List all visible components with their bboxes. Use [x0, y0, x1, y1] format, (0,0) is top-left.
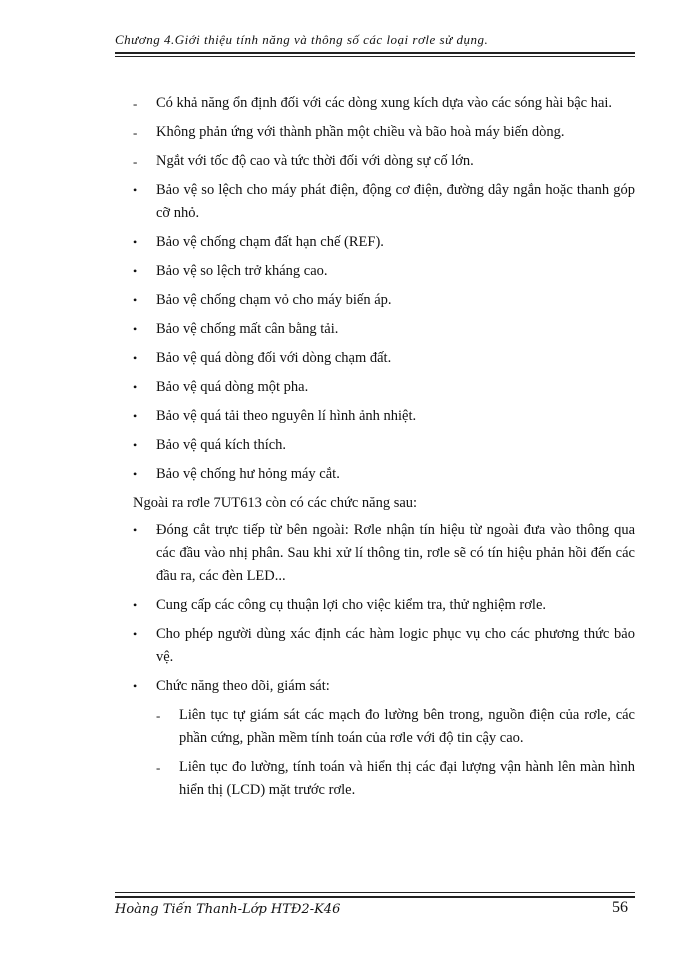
- list-item: [156, 704, 635, 750]
- bullet-marker: •: [133, 627, 138, 641]
- list-item: [133, 405, 635, 428]
- bullet-marker: •: [133, 598, 138, 612]
- feature-list: [133, 92, 635, 486]
- footer-rule-thin: [115, 892, 635, 893]
- list-item-text: Bảo vệ chống chạm vỏ cho máy biến áp.: [156, 292, 392, 308]
- list-item: [133, 376, 635, 399]
- list-item-text: Cung cấp các công cụ thuận lợi cho việc kiểm tra, thử nghiệm rơle.: [156, 597, 546, 613]
- list-item-text: Bảo vệ chống chạm đất hạn chế (REF).: [156, 234, 384, 250]
- list-item-text: Có khả năng ổn định đối với các dòng xung kích dựa vào các sóng hài bậc hai.: [156, 95, 613, 111]
- list-item-text: Bảo vệ quá dòng đối với dòng chạm đất.: [156, 350, 392, 366]
- list-item: [133, 318, 635, 341]
- bullet-marker: •: [133, 467, 138, 481]
- dash-marker: -: [133, 154, 138, 169]
- list-item-text: Cho phép người dùng xác định các hàm logic phục vụ cho các phương thức bảo vệ.: [156, 626, 635, 665]
- bullet-marker: •: [133, 523, 138, 537]
- list-item-text: Bảo vệ quá tải theo nguyên lí hình ảnh nhiệt.: [156, 408, 417, 424]
- list-item: [133, 675, 635, 698]
- bullet-marker: •: [133, 438, 138, 452]
- list-item-text: Liên tục tự giám sát các mạch đo lường bên trong, nguồn điện của rơle, các phần cứng, phần mềm tính toán của rơle với độ tin cậy cao.: [179, 707, 635, 746]
- bullet-marker: •: [133, 183, 138, 197]
- list-item-text: Chức năng theo dõi, giám sát:: [156, 678, 330, 694]
- list-item: [133, 434, 635, 457]
- page-header: Chương 4.Giới thiệu tính năng và thông số các loại rơle sử dụng.: [115, 32, 489, 47]
- list-item: [133, 92, 635, 115]
- dash-marker: -: [133, 125, 138, 140]
- header-rule-thin: [115, 56, 635, 57]
- intro-text: Ngoài ra rơle 7UT613 còn có các chức năng sau:: [133, 495, 418, 511]
- list-item: [133, 150, 635, 173]
- bullet-marker: •: [133, 679, 138, 693]
- list-item-text: Bảo vệ quá dòng một pha.: [156, 379, 309, 395]
- list-item: [133, 347, 635, 370]
- list-item: [133, 623, 635, 669]
- list-item-text: Liên tục đo lường, tính toán và hiển thị các đại lượng vận hành lên màn hình hiển thị (LCD) mặt trước rơle.: [179, 759, 635, 798]
- list-item: [133, 289, 635, 312]
- list-item-text: Bảo vệ quá kích thích.: [156, 437, 287, 453]
- bullet-marker: •: [133, 293, 138, 307]
- list-item: [156, 756, 635, 802]
- footer-author: Hoàng Tiến Thanh-Lớp HTĐ2-K46: [115, 902, 341, 917]
- bullet-marker: •: [133, 409, 138, 423]
- bullet-marker: •: [133, 235, 138, 249]
- list-item: [133, 231, 635, 254]
- list-item: [133, 179, 635, 225]
- bullet-marker: •: [133, 351, 138, 365]
- list-item: [133, 519, 635, 588]
- bullet-marker: •: [133, 264, 138, 278]
- page-number: 56: [612, 899, 628, 916]
- dash-marker: -: [156, 760, 161, 775]
- footer-rule: [115, 896, 635, 898]
- list-item-text: Bảo vệ so lệch cho máy phát điện, động cơ điện, đường dây ngắn hoặc thanh góp cỡ nhỏ.: [156, 182, 635, 221]
- function-list: [133, 519, 635, 698]
- list-item-text: Bảo vệ chống hư hỏng máy cắt.: [156, 466, 340, 482]
- list-item-text: Bảo vệ chống mất cân bằng tải.: [156, 321, 339, 337]
- list-item-text: Bảo vệ so lệch trở kháng cao.: [156, 263, 328, 279]
- bullet-marker: •: [133, 380, 138, 394]
- monitoring-sublist: [133, 704, 635, 802]
- page-content: [133, 92, 635, 808]
- list-item: [133, 121, 635, 144]
- list-item: [133, 594, 635, 617]
- list-item-text: Đóng cắt trực tiếp từ bên ngoài: Rơle nhận tín hiệu từ ngoài đưa vào thông qua các đầu vào nhị phân. Sau khi xử lí thông tin, rơle sẽ có tín hiệu phản hồi đến các đầu ra, các đèn LED...: [156, 522, 635, 584]
- list-item-text: Không phản ứng với thành phần một chiều và bão hoà máy biến dòng.: [156, 124, 565, 140]
- list-item: [133, 463, 635, 486]
- list-item-text: Ngắt với tốc độ cao và tức thời đối với dòng sự cố lớn.: [156, 153, 474, 169]
- dash-marker: -: [156, 708, 161, 723]
- list-item: [133, 260, 635, 283]
- dash-marker: -: [133, 96, 138, 111]
- header-rule: [115, 52, 635, 54]
- bullet-marker: •: [133, 322, 138, 336]
